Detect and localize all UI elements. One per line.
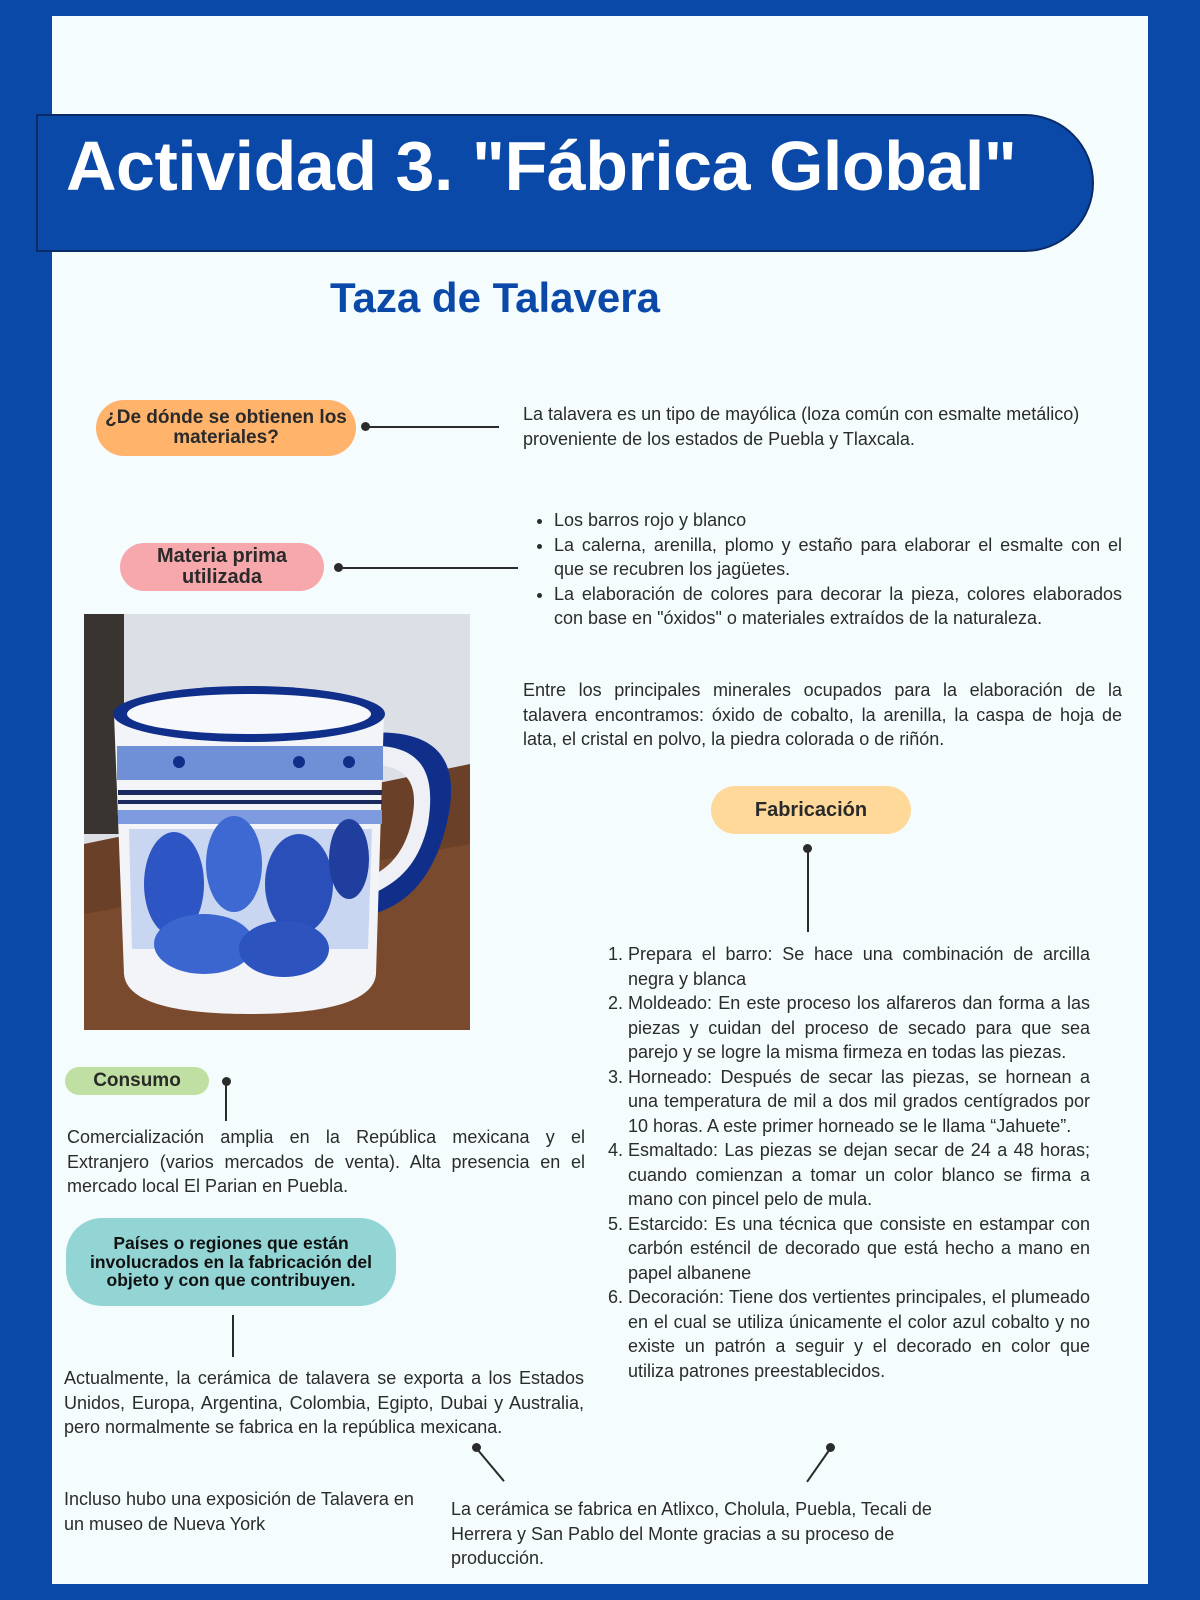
materials-source-label: ¿De dónde se obtienen los materiales? (96, 400, 356, 456)
fabrication-label: Fabricación (711, 786, 911, 834)
list-item: 6. Decoración: Tiene dos vertientes principales, el plumeado en el cual se utiliza únicamente el color azul cobalto y no existe un patrón a seguir y el decorado en color que utiliza patrones preestablecidos. (628, 1285, 1090, 1383)
list-item: 1. Prepara el barro: Se hace una combinación de arcilla negra y blanca (628, 942, 1090, 991)
raw-material-list-box (522, 508, 1122, 631)
connector-line (225, 1083, 227, 1121)
list-item: • La calerna, arenilla, plomo y estaño para elaborar el esmalte con el que se recubren los jagüetes. (554, 533, 1122, 582)
page-title: Actividad 3. "Fábrica Global" (66, 127, 1017, 205)
page-subtitle: Taza de Talavera (330, 274, 660, 321)
talavera-mug-image (84, 614, 470, 1030)
places-text: La cerámica se fabrica en Atlixco, Cholula, Puebla, Tecali de Herrera y San Pablo del Monte gracias a su proceso de producción. (451, 1499, 932, 1568)
exhibition-text: Incluso hubo una exposición de Talavera en un museo de Nueva York (64, 1489, 414, 1534)
list-item: 4. Esmaltado: Las piezas se dejan secar de 24 a 48 horas; cuando comienzan a tomar un color blanco se firma a mano con pincel pelo de mula. (628, 1138, 1090, 1212)
list-item: • Los barros rojo y blanco (554, 508, 1122, 533)
connector-line (365, 426, 499, 428)
materials-source-text: La talavera es un tipo de mayólica (loza común con esmalte metálico) proveniente de los estados de Puebla y Tlaxcala. (523, 404, 1080, 449)
consumption-label: Consumo (65, 1067, 209, 1095)
countries-text: Actualmente, la cerámica de talavera se exporta a los Estados Unidos, Europa, Argentina, Colombia, Egipto, Dubai y Australia, pero normalmente se fabrica en la república mexicana. (64, 1368, 584, 1437)
list-item: 2. Moldeado: En este proceso los alfareros dan forma a las piezas y cuidan del proceso de secado para que sea parejo y se logre la misma firmeza en todas las piezas. (628, 991, 1090, 1065)
raw-material-list (522, 508, 1122, 631)
list-item: 5. Estarcido: Es una técnica que consiste en estampar con carbón esténcil de decorado que está hecho a mano en papel albanene (628, 1212, 1090, 1286)
raw-material-label: Materia prima utilizada (120, 543, 324, 591)
connector-line (232, 1315, 234, 1357)
list-item: • La elaboración de colores para decorar la pieza, colores elaborados con base en "óxidos" o materiales extraídos de la naturaleza. (554, 582, 1122, 631)
connector-line (807, 850, 809, 932)
list-item: 3. Horneado: Después de secar las piezas, se hornean a una temperatura de mil a dos mil grados centígrados por 10 horas. A este primer horneado se le llama “Jahuete”. (628, 1065, 1090, 1139)
minerals-text: Entre los principales minerales ocupados para la elaboración de la talavera encontramos: óxido de cobalto, la arenilla, la caspa de hoja de lata, el cristal en polvo, la piedra colorada o de riñón. (523, 680, 1122, 749)
countries-label: Países o regiones que están involucrados en la fabricación del objeto y con que contribuyen. (66, 1218, 396, 1306)
connector-line (338, 567, 518, 569)
fabrication-steps (612, 942, 1090, 1383)
fabrication-steps-box (612, 942, 1090, 1383)
consumption-text: Comercialización amplia en la República mexicana y el Extranjero (varios mercados de venta). Alta presencia en el mercado local El Parian en Puebla. (67, 1127, 585, 1196)
mug-photo (84, 614, 470, 1030)
